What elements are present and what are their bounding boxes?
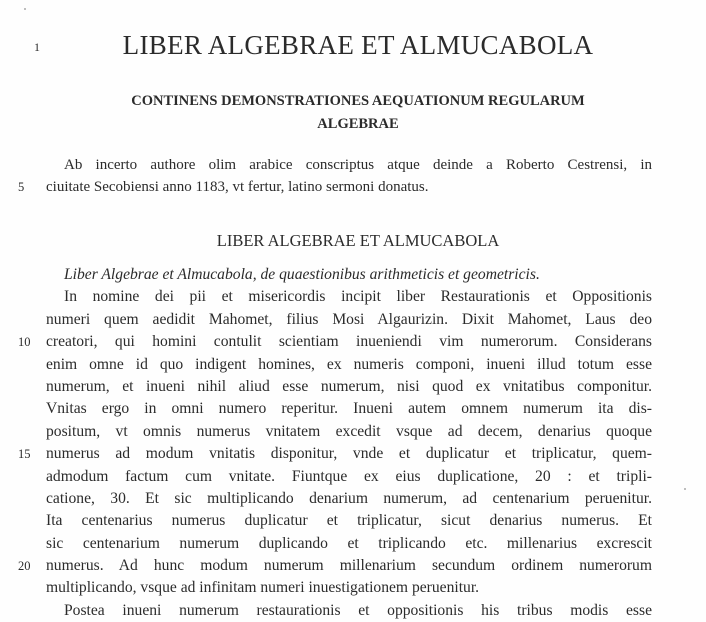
line-marker: 20	[18, 559, 31, 574]
scan-speck	[684, 488, 686, 490]
text-line: sic centenarium numerum duplicando et triplicando etc. millenarius excrescit	[46, 534, 652, 552]
body-text	[18, 264, 652, 622]
text-line: Vnitas ergo in omni numero reperitur. Inueni autem omnem numerum ita dis-	[46, 400, 652, 418]
text-line: numerum, et inueni nihil aliud esse numerum, nisi quod ex vnitatibus componitur.	[46, 377, 652, 395]
text-line: Postea inueni numerum restaurationis et oppositionis his tribus modis esse	[64, 601, 652, 619]
intro-line-text: ciuitate Secobiensi anno 1183, vt fertur, latino sermoni donatus.	[46, 179, 429, 196]
page-number: 1	[34, 40, 40, 54]
text-line-content: numerus ad modum vnitatis disponitur, vnde et duplicatur et triplicatur, quem-	[46, 445, 652, 463]
subtitle	[60, 90, 656, 136]
text-line	[18, 443, 652, 465]
intro-line: Ab incerto authore olim arabice conscriptus atque deinde a Roberto Cestrensi, in	[64, 157, 652, 173]
line-marker: 10	[18, 335, 31, 350]
page-title: LIBER ALGEBRAE ET ALMUCABOLA	[122, 30, 594, 60]
text-line: Ita centenarius numerus duplicatur et triplicatur, sicut denarius numerus. Et	[46, 512, 652, 530]
line-marker: 15	[18, 447, 31, 462]
text-line-content: numerus. Ad hunc modum numerum millenarium secundum ordinem numerorum	[46, 557, 652, 575]
intro-line	[18, 176, 652, 198]
text-line: multiplicando, vsque ad infinitam numeri inuestigationem peruenitur.	[46, 579, 480, 597]
subtitle-line: ALGEBRAE	[317, 116, 399, 132]
text-line: numeri quem aedidit Mahomet, filius Mosi Algaurizin. Dixit Mahomet, Laus deo	[46, 310, 652, 328]
text-line: catione, 30. Et sic multiplicando denarium numerum, ad centenarium peruenitur.	[46, 489, 652, 507]
text-line: admodum factum cum vnitate. Fiuntque ex eius duplicatione, 20 : et tripli-	[46, 467, 652, 485]
incipit-line: Liber Algebrae et Almucabola, de quaestionibus arithmeticis et geometricis.	[64, 266, 540, 283]
scan-speck	[24, 8, 26, 10]
subtitle-line: CONTINENS DEMONSTRATIONES AEQUATIONUM REGULARUM	[131, 93, 585, 109]
intro-paragraph	[18, 154, 652, 199]
text-line: enim omne id quo indigent homines, ex numeris componi, inueni illud totum esse	[46, 355, 652, 373]
text-line	[18, 555, 652, 577]
text-line: In nomine dei pii et misericordis incipit liber Restaurationis et Oppositionis	[64, 288, 652, 306]
text-line-content: creatori, qui homini contulit scientiam inueniendi vim numerorum. Considerans	[46, 333, 652, 351]
line-marker: 5	[18, 180, 25, 195]
text-line: positum, vt omnis numerus vnitatem excedit vsque ad decem, denarius quoque	[46, 422, 652, 440]
section-heading: LIBER ALGEBRAE ET ALMUCABOLA	[216, 231, 500, 250]
text-line	[18, 331, 652, 353]
